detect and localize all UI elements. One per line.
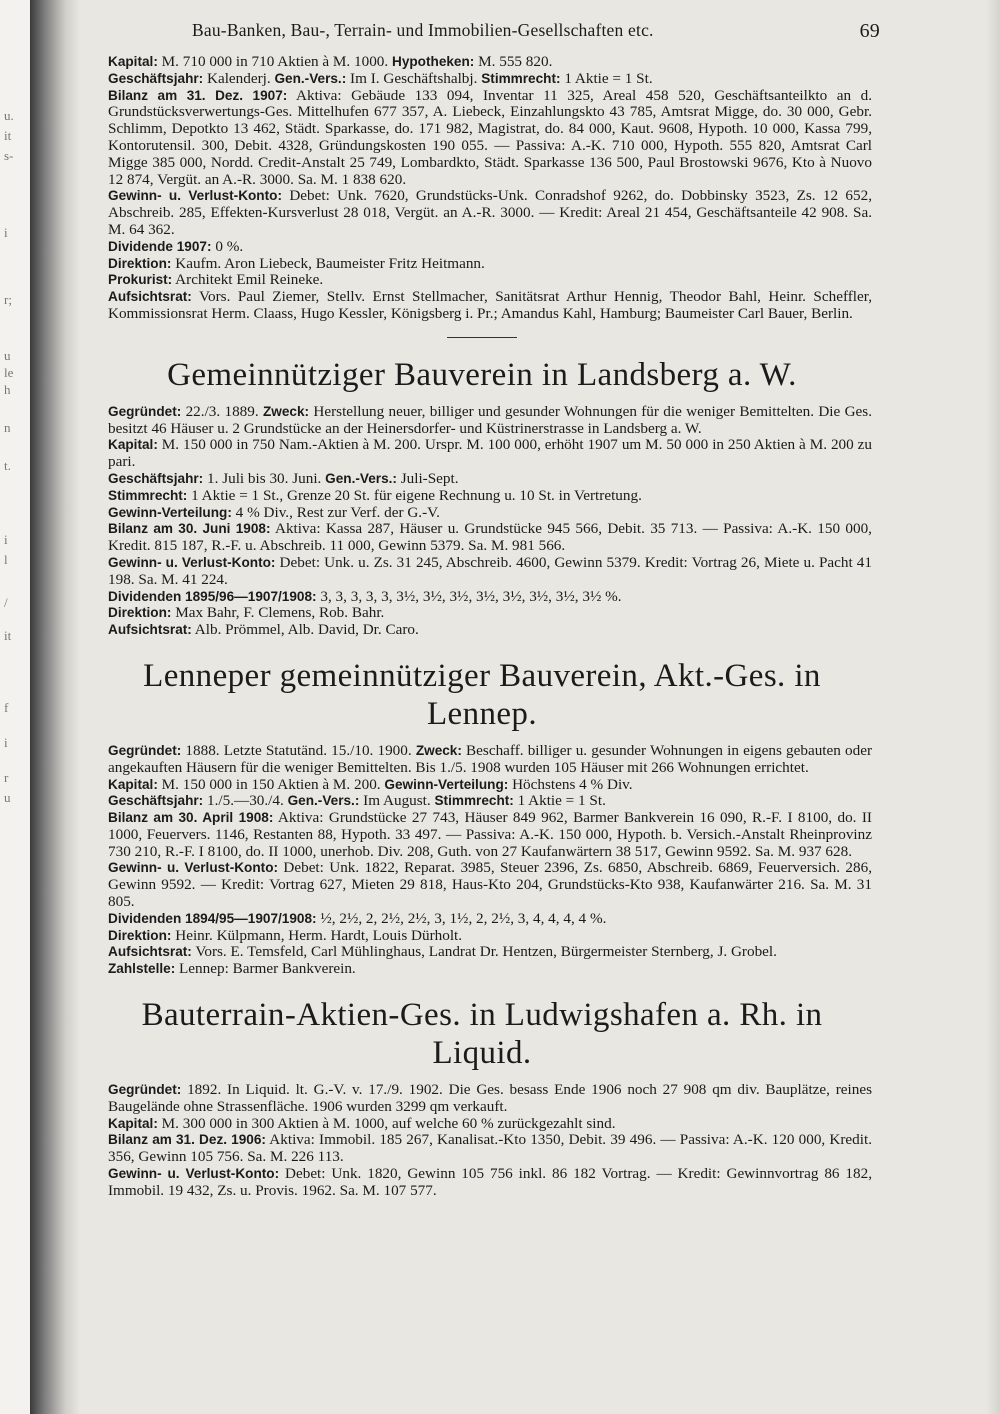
field-label: Bilanz am 31. Dez. 1906: <box>108 1132 266 1148</box>
field-text: Aktiva: Immobil. 185 267, Kanalisat.-Kto 1350, Debit. 39 496. — Passiva: A.-K. 120 000, Kredit. 356, Gewinn 105 756. Sa. M. 226 113. <box>108 1131 873 1166</box>
field-label: Gen.-Vers.: <box>274 70 347 86</box>
field-label: Aufsichtsrat: <box>108 944 192 960</box>
field-text: ½, 2½, 2, 2½, 2½, 3, 1½, 2, 2½, 3, 4, 4, 4, 4 %. <box>316 909 607 927</box>
entry-paragraph <box>92 471 872 488</box>
field-label: Prokurist: <box>108 272 173 288</box>
field-text: 3, 3, 3, 3, 3, 3½, 3½, 3½, 3½, 3½, 3½, 3½, 3½ %. <box>316 587 622 605</box>
field-label: Stimmrecht: <box>481 70 561 86</box>
entry-paragraph <box>92 961 872 978</box>
field-label: Gen.-Vers.: <box>325 470 397 486</box>
entry-paragraph <box>92 1116 872 1133</box>
entry-paragraph <box>92 860 872 910</box>
entry-paragraph <box>92 71 872 88</box>
field-label: Kapital: <box>108 437 158 453</box>
company-entry <box>92 657 872 978</box>
field-text: Alb. Prömmel, Alb. David, Dr. Caro. <box>191 621 419 639</box>
field-label: Bilanz am 30. April 1908: <box>108 810 274 826</box>
field-text: Debet: Unk. u. Zs. 31 245, Abschreib. 4600, Gewinn 5379. Kredit: Vortrag 26, Miete u. Pacht 41 198. Sa. M. 41 224. <box>108 553 872 588</box>
margin-fragment: i <box>4 225 8 240</box>
entry-paragraph <box>92 1082 872 1116</box>
field-text: 4 % Div., Rest zur Verf. der G.-V. <box>231 503 440 521</box>
entry-paragraph <box>92 488 872 505</box>
field-text: Im August. <box>359 792 435 810</box>
entry-paragraph <box>92 88 872 189</box>
field-text: 1 Aktie = 1 St. <box>513 792 606 810</box>
field-label: Gewinn-Verteilung: <box>384 776 509 792</box>
field-label: Kapital: <box>108 54 158 69</box>
field-text: 1892. In Liquid. lt. G.-V. v. 17./9. 1902. Die Ges. besass Ende 1906 noch 27 908 qm div. Bauplätze, reines Baugelände ohne Strassenfläche. 1906 wurden 3299 qm verkauft. <box>108 1081 872 1115</box>
field-label: Dividende 1907: <box>108 238 212 254</box>
field-text: Debet: Unk. 7620, Grundstücks-Unk. Conradshof 9262, do. Dobbinsky 3523, Zs. 12 652, Abschreib. 285, Effekten-Kursverlust 28 018, Vergüt. an A.-R. 3000. — Kredit: Areal 21 454, Geschäftsanteile 42 908. Sa. M. 64 362. <box>108 187 872 238</box>
field-label: Dividenden 1895/96—1907/1908: <box>108 588 317 604</box>
field-text: 1 Aktie = 1 St. <box>560 69 653 87</box>
section-divider <box>447 337 517 338</box>
field-label: Gewinn-Verteilung: <box>108 504 232 520</box>
entry-paragraph <box>92 54 872 71</box>
margin-fragment: u <box>4 348 11 363</box>
margin-fragment: l <box>4 552 8 567</box>
field-label: Dividenden 1894/95—1907/1908: <box>108 910 317 926</box>
page-number: 69 <box>859 20 880 42</box>
field-label: Stimmrecht: <box>434 793 514 809</box>
field-text: Heinr. Külpmann, Herm. Hardt, Louis Dürholt. <box>171 926 463 944</box>
margin-fragment: it <box>4 128 12 143</box>
field-label: Gewinn- u. Verlust-Konto: <box>108 860 279 876</box>
entry-paragraph <box>92 239 872 256</box>
field-text: Beschaff. billiger u. gesunder Wohnungen in eigens gebauten oder angekauften Häusern für die weniger Bemittelten. Bis 1./5. 1908 wurden 105 Häuser mit 266 Wohnungen errichtet. <box>108 741 872 776</box>
entry-paragraph <box>92 911 872 928</box>
company-title: Gemeinnütziger Bauverein in Landsberg a. W. <box>167 356 797 393</box>
entry-paragraph <box>92 793 872 810</box>
right-page-edge <box>986 0 1000 1414</box>
field-text: M. 300 000 in 300 Aktien à M. 1000, auf welche 60 % zurückgezahlt sind. <box>157 1114 616 1132</box>
margin-fragment: r; <box>4 292 12 307</box>
field-text: Kalenderj. <box>203 69 275 87</box>
margin-fragment: r <box>4 770 9 785</box>
entry-paragraph <box>92 944 872 961</box>
entry-paragraph <box>92 810 872 860</box>
margin-fragment: t. <box>4 458 11 473</box>
company-entry <box>92 356 872 639</box>
field-label: Zweck: <box>262 403 310 419</box>
field-text: Max Bahr, F. Clemens, Rob. Bahr. <box>171 604 385 622</box>
book-binding-shadow <box>30 0 80 1414</box>
field-text: Lennep: Barmer Bankverein. <box>175 960 356 978</box>
entry-paragraph <box>92 256 872 273</box>
company-title: Bauterrain-Aktien-Ges. in Ludwigshafen a. Rh. in Liquid. <box>141 997 823 1072</box>
company-entry <box>92 996 872 1200</box>
field-text: Im I. Geschäftshalbj. <box>346 69 482 87</box>
entry-paragraph <box>92 521 872 555</box>
field-text: 0 %. <box>211 237 244 255</box>
entry-paragraph <box>92 1132 872 1166</box>
field-text: Debet: Unk. 1820, Gewinn 105 756 inkl. 86 182 Vortrag. — Kredit: Gewinnvortrag 86 182, Immobil. 19 432, Zs. u. Provis. 1962. Sa. M. 107 577. <box>108 1165 872 1199</box>
margin-fragment: i <box>4 735 8 750</box>
left-page-margin <box>0 0 30 1414</box>
field-text: 22./3. 1889. <box>181 402 263 420</box>
entry-paragraph <box>92 743 872 777</box>
field-label: Gegründet: <box>108 1082 182 1098</box>
running-head-title: Bau-Banken, Bau-, Terrain- und Immobilien-Gesellschaften etc. <box>192 20 654 40</box>
field-label: Zahlstelle: <box>108 961 176 977</box>
field-label: Gewinn- u. Verlust-Konto: <box>108 1166 280 1182</box>
field-text: Architekt Emil Reineke. <box>172 271 324 289</box>
field-text: Aktiva: Grundstücke 27 743, Häuser 849 962, Barmer Bankverein 16 090, R.-F. I 8100, do. II 1000, Feuervers. 1146, Restanten 88, Hypoth. 33 497. — Passiva: A.-K. 150 000, Hypoth. b. Versich.-Anstalt Rheinprovinz 730 210, R.-F. I 8100, do. II 1000, unerhob. Div. 208, Guth. von 27 Kaufanwärtern 38 517, Gewinn 9592. Sa. M. 937 628. <box>108 809 872 860</box>
field-text: Kaufm. Aron Liebeck, Baumeister Fritz Heitmann. <box>171 254 485 272</box>
field-label: Aufsichtsrat: <box>108 289 192 305</box>
field-label: Gewinn- u. Verlust-Konto: <box>108 554 276 570</box>
field-label: Hypotheken: <box>392 54 475 69</box>
field-label: Direktion: <box>108 605 172 621</box>
field-label: Kapital: <box>108 1115 158 1131</box>
field-text: Vors. Paul Ziemer, Stellv. Ernst Stellmacher, Sanitätsrat Arthur Hennig, Theodor Bahl, Heinr. Scheffler, Kommissionsrat Herm. Claass, Hugo Kessler, Königsberg i. Pr.; Amandus Kahl, Hamburg; Baumeister Carl Bauer, Berlin. <box>108 288 872 322</box>
field-label: Gegründet: <box>108 742 182 758</box>
field-text: M. 710 000 in 710 Aktien à M. 1000. <box>157 53 392 70</box>
margin-fragment: it <box>4 628 12 643</box>
field-text: M. 150 000 in 750 Nam.-Aktien à M. 200. Urspr. M. 100 000, erhöht 1907 um M. 50 000 in 250 Aktien à M. 200 zu pari. <box>108 436 872 471</box>
field-label: Stimmrecht: <box>108 487 188 503</box>
margin-fragment: le <box>4 365 14 380</box>
book-page <box>92 14 880 1200</box>
field-text: Debet: Unk. 1822, Reparat. 3985, Steuer 2396, Zs. 6850, Abschreib. 6869, Feuerversich. 286, Gewinn 9592. — Kredit: Vortrag 627, Mieten 29 818, Haus-Kto 204, Grundstücks-Kto 938, Kaufanwärter 216. Sa. M. 31 805. <box>108 859 872 911</box>
entry-paragraph <box>92 605 872 622</box>
field-text: M. 150 000 in 150 Aktien à M. 200. <box>157 775 385 793</box>
field-label: Aufsichtsrat: <box>108 622 192 638</box>
field-text: Herstellung neuer, billiger und gesunder Wohnungen für die weniger Bemittelten. Die Ges. besitzt 46 Häuser u. 2 Grundstücke an der Heinersdorfer- und Küstrinerstrasse in Landsberg a. W. <box>108 402 872 437</box>
field-text: Vors. E. Temsfeld, Carl Mühlinghaus, Landrat Dr. Hentzen, Bürgermeister Sternberg, J. Grobel. <box>191 943 777 961</box>
margin-fragment: h <box>4 382 11 397</box>
entry-paragraph <box>92 777 872 794</box>
field-text: 1. Juli bis 30. Juni. <box>203 469 326 487</box>
margin-fragment: f <box>4 700 9 715</box>
field-text: 1888. Letzte Statutänd. 15./10. 1900. <box>181 741 416 759</box>
field-text: 1 Aktie = 1 St., Grenze 20 St. für eigene Rechnung u. 10 St. in Vertretung. <box>187 486 642 504</box>
margin-fragment: u <box>4 790 11 805</box>
field-text: Juli-Sept. <box>396 469 459 487</box>
margin-fragment: / <box>4 595 8 610</box>
company-entry <box>92 54 872 323</box>
field-label: Direktion: <box>108 255 172 271</box>
field-text: Höchstens 4 % Div. <box>508 775 633 793</box>
field-label: Gegründet: <box>108 403 182 419</box>
entry-paragraph <box>92 622 872 639</box>
margin-fragment: s- <box>4 148 14 163</box>
entry-paragraph <box>92 404 872 438</box>
field-label: Kapital: <box>108 776 158 792</box>
entry-paragraph <box>92 188 872 238</box>
entry-paragraph <box>92 1166 872 1200</box>
field-text: M. 555 820. <box>474 53 553 70</box>
field-label: Zweck: <box>415 742 462 758</box>
entry-paragraph <box>92 272 872 289</box>
entry-paragraph <box>92 437 872 471</box>
margin-fragment: u. <box>4 108 14 123</box>
running-head <box>92 14 880 44</box>
field-label: Geschäftsjahr: <box>108 793 204 809</box>
field-label: Geschäftsjahr: <box>108 70 204 86</box>
margin-fragment: n <box>4 420 11 435</box>
margin-fragment: i <box>4 532 8 547</box>
field-label: Geschäftsjahr: <box>108 470 204 486</box>
field-text: 1./5.—30./4. <box>203 792 288 810</box>
field-label: Direktion: <box>108 927 172 943</box>
field-text: Aktiva: Gebäude 133 094, Inventar 11 325, Areal 458 520, Geschäftsanteilkto an d. Grundstücksverwertungs-Ges. Mittelhufen 677 357, A. Liebeck, Einzahlungskto 43 785, Amtsrat Migge, do. 30 000, Gebr. Schlimm, Depotkto 13 462, Städt. Sparkasse, do. 171 982, Magistrat, do. 84 000, Kaut. 9608, Hypoth. 10 000, Kassa 799, Kontorutensil. 300, Debit. 4328, Gründungskosten 190 055. — Passiva: A.-K. 710 000, Hypoth. 555 820, Amtsrat Carl Migge 385 000, Nordd. Credit-Anstalt 25 749, Lombardkto, Städt. Sparkasse 136 500, Paul Brostowski 9676, Kto à Nuovo 12 874, Vergüt. an A.-R. 3000. Sa. M. 1 838 620. <box>108 86 872 188</box>
entry-paragraph <box>92 928 872 945</box>
field-label: Gen.-Vers.: <box>287 793 360 809</box>
field-label: Bilanz am 30. Juni 1908: <box>108 521 271 537</box>
entry-paragraph <box>92 289 872 323</box>
field-label: Gewinn- u. Verlust-Konto: <box>108 188 282 204</box>
field-label: Bilanz am 31. Dez. 1907: <box>108 87 288 103</box>
entry-paragraph <box>92 589 872 606</box>
entry-paragraph <box>92 505 872 522</box>
entry-paragraph <box>92 555 872 589</box>
company-title: Lenneper gemeinnütziger Bauverein, Akt.-Ges. in Lennep. <box>143 657 821 732</box>
field-text: Aktiva: Kassa 287, Häuser u. Grundstücke 945 566, Debit. 35 713. — Passiva: A.-K. 150 000, Kredit. 815 187, R.-F. u. Abschreib. 11 000, Gewinn 5379. Sa. M. 981 566. <box>108 520 872 555</box>
